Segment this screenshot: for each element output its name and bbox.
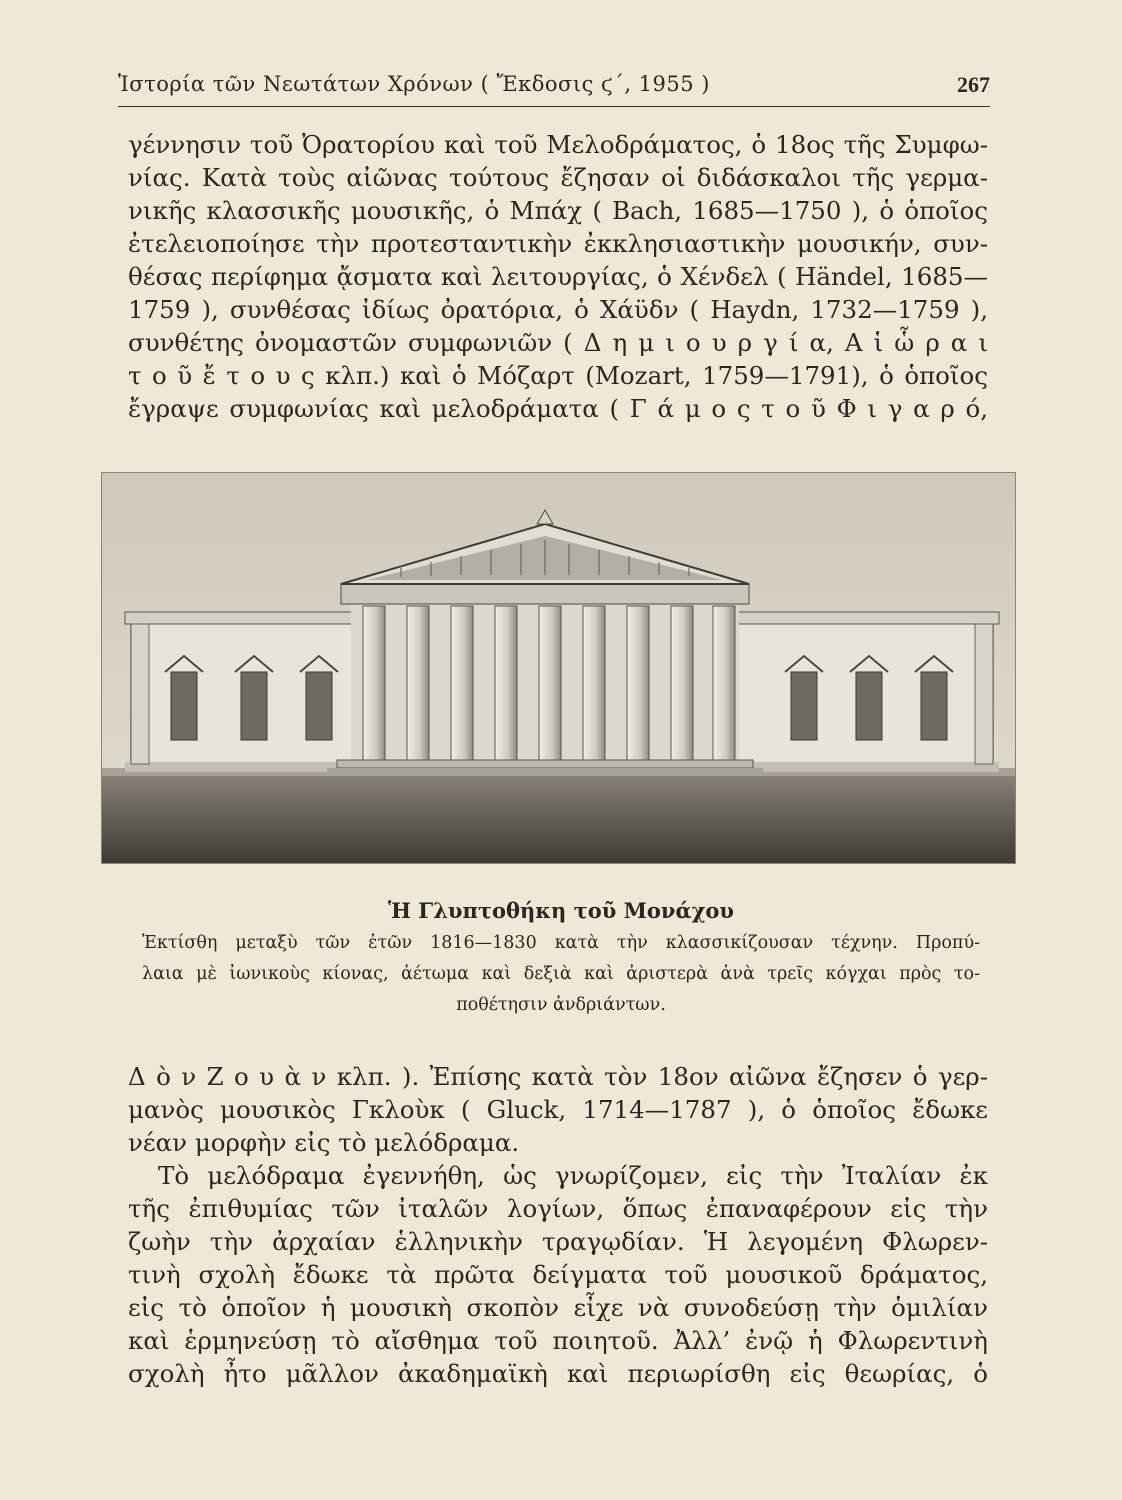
text-line: εἰς τὸ ὁποῖον ἡ μουσικὴ σκοπὸν εἶχε νὰ συνοδεύσῃ τὴν ὁμιλίαν — [128, 1293, 988, 1322]
glyptothek-photograph — [101, 472, 1016, 864]
text-line: συνθέτης ὀνομαστῶν συμφωνιῶν ( Δ η μ ι ο υ ρ γ ί α, Α ἱ ὧ ρ α ι — [128, 328, 988, 357]
text-line: γέννησιν τοῦ Ὀρατορίου καὶ τοῦ Μελοδράματος, ὁ 18ος τῆς Συμφω- — [128, 130, 988, 159]
body-text-bottom — [128, 1060, 988, 1390]
text-line: Τὸ μελόδραμα ἐγεννήθη, ὡς γνωρίζομεν, εἰς τὴν Ἰταλίαν ἐκ — [158, 1161, 988, 1190]
text-line: νίας. Κατὰ τοὺς αἰῶνας τούτους ἔζησαν οἱ διδάσκαλοι τῆς γερμα- — [128, 163, 988, 192]
figure-caption-title: Ἡ Γλυπτοθήκη τοῦ Μονάχου — [388, 898, 734, 923]
body-text-top — [128, 128, 988, 425]
text-line: 1759 ), συνθέσας ἰδίως ὀρατόρια, ὁ Χάϋδν ( Haydn, 1732—1759 ), — [128, 295, 988, 324]
caption-line: ποθέτησιν ἀνδριάντων. — [456, 995, 666, 1015]
text-line: ἔγραψε συμφωνίας καὶ μελοδράματα ( Γ ά μ ο ς τ ο ῦ Φ ι γ α ρ ό, — [128, 394, 988, 423]
running-header — [118, 70, 990, 107]
figure-caption — [142, 928, 980, 1021]
caption-line: λαια μὲ ἰωνικοὺς κίονας, ἀέτωμα καὶ δεξιὰ καὶ ἀριστερὰ ἀνὰ τρεῖς κόγχαι πρὸς το- — [142, 964, 980, 984]
text-line: μανὸς μουσικὸς Γκλοὺκ ( Gluck, 1714—1787 ), ὁ ὁποῖος ἔδωκε — [128, 1095, 988, 1124]
text-line: Δ ὸ ν Ζ ο υ ὰ ν κλπ. ). Ἐπίσης κατὰ τὸν 18ον αἰῶνα ἔζησεν ὁ γερ- — [128, 1062, 988, 1091]
page-number: 267 — [957, 72, 990, 97]
text-line: τ ο ῦ ἔ τ ο υ ς κλπ.) καὶ ὁ Μόζαρτ (Mozart, 1759—1791), ὁ ὁποῖος — [128, 361, 988, 390]
text-line: τῆς ἐπιθυμίας τῶν ἰταλῶν λογίων, ὅπως ἐπαναφέρουν εἰς τὴν — [128, 1194, 988, 1223]
text-line: ἐτελειοποίησε τὴν προτεσταντικὴν ἐκκλησιαστικὴν μουσικήν, συν- — [128, 229, 988, 258]
text-line: σχολὴ ἦτο μᾶλλον ἀκαδημαϊκὴ καὶ περιωρίσθη εἰς θεωρίας, ὁ — [128, 1359, 988, 1388]
text-line: τινὴ σχολὴ ἔδωκε τὰ πρῶτα δείγματα τοῦ μουσικοῦ δράματος, — [128, 1260, 988, 1289]
running-title: Ἱστορία τῶν Νεωτάτων Χρόνων ( Ἔκδοσις ϛ΄, 1955 ) — [118, 72, 710, 96]
caption-line: Ἐκτίσθη μεταξὺ τῶν ἐτῶν 1816—1830 κατὰ τὴν κλασσικίζουσαν τέχνην. Προπύ- — [142, 933, 980, 953]
text-line: ζωὴν τὴν ἀρχαίαν ἑλληνικὴν τραγῳδίαν. Ἡ λεγομένη Φλωρεν- — [128, 1227, 988, 1256]
text-line: καὶ ἑρμηνεύσῃ τὸ αἴσθημα τοῦ ποιητοῦ. Ἀλλ’ ἐνῷ ἡ Φλωρεντινὴ — [128, 1326, 988, 1355]
text-line: θέσας περίφημα ᾄσματα καὶ λειτουργίας, ὁ Χένδελ ( Händel, 1685— — [128, 262, 988, 291]
text-line: νικῆς κλασσικῆς μουσικῆς, ὁ Μπάχ ( Bach, 1685—1750 ), ὁ ὁποῖος — [128, 196, 988, 225]
text-line: νέαν μορφὴν εἰς τὸ μελόδραμα. — [128, 1128, 520, 1157]
